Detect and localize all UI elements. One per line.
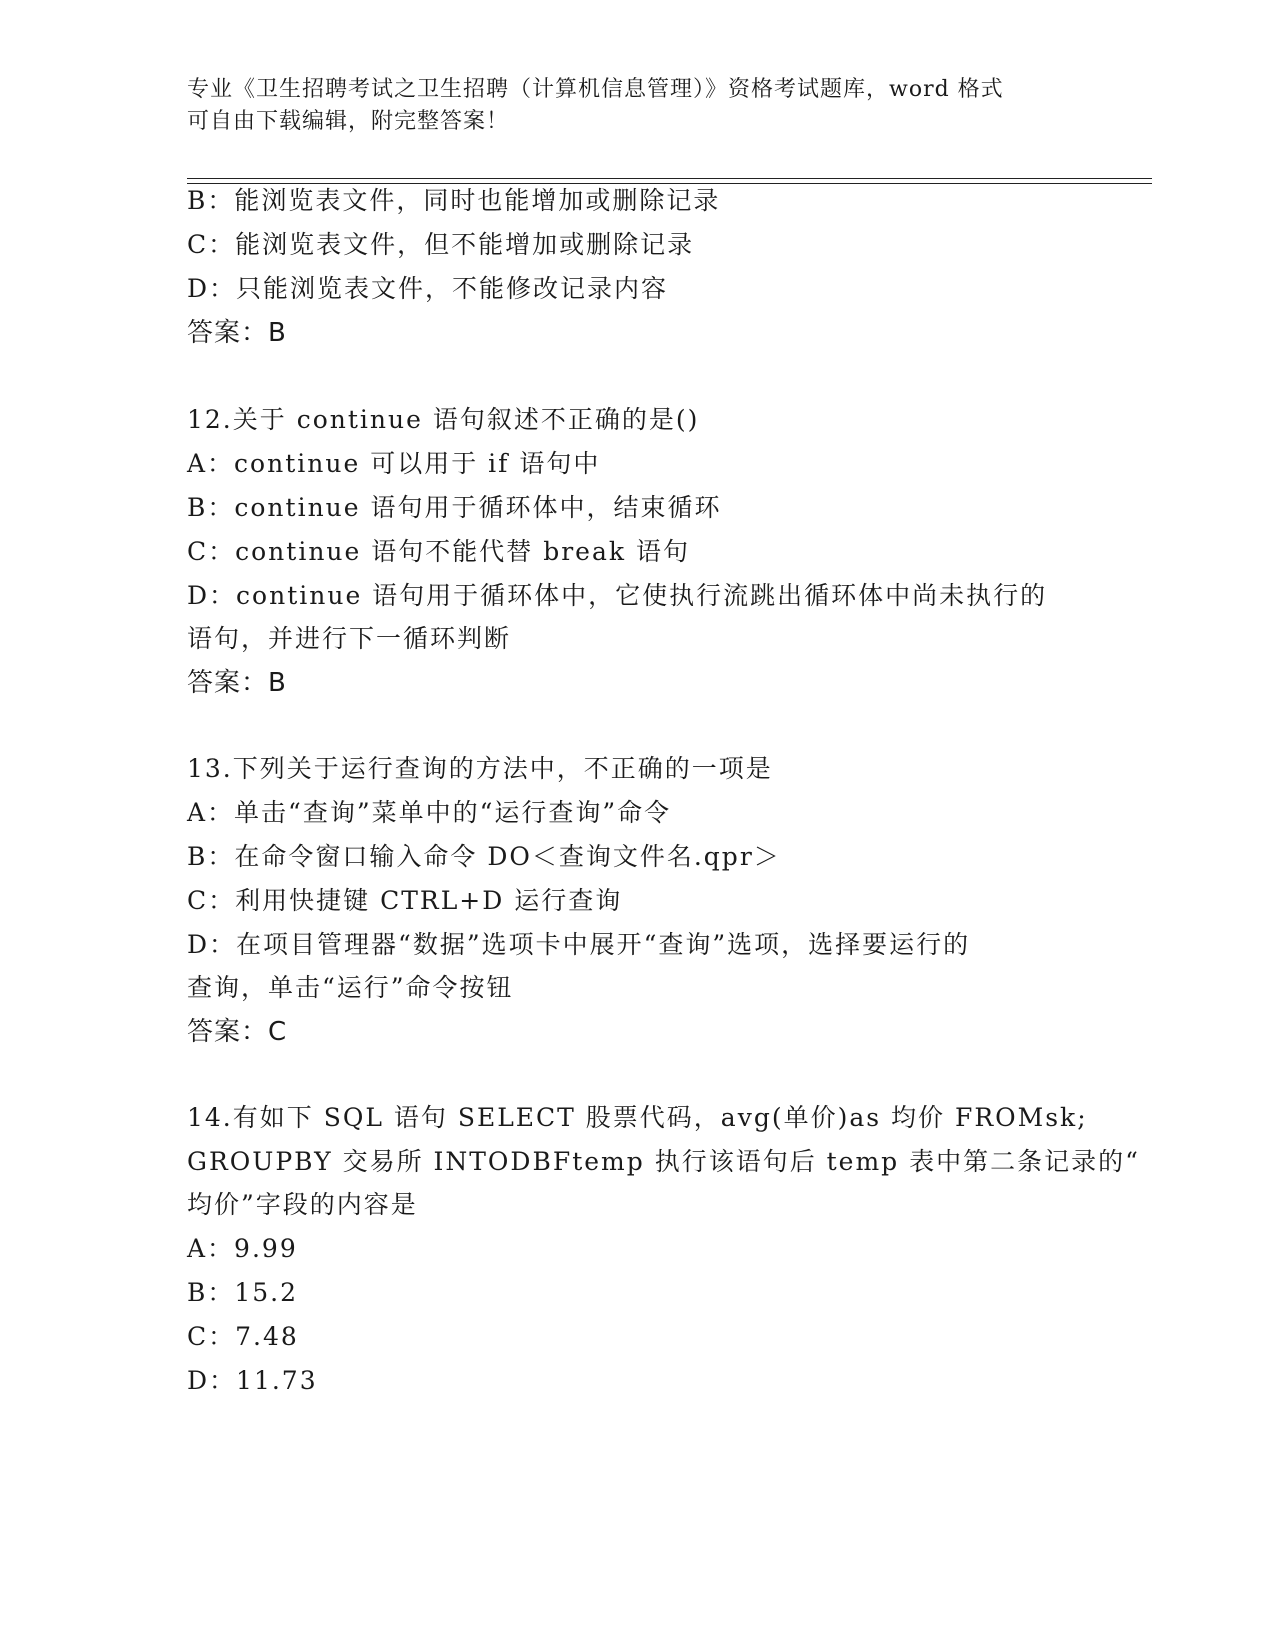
q13-answer: 答案：C xyxy=(187,1017,288,1047)
q11-option-b: B：能浏览表文件，同时也能增加或删除记录 xyxy=(187,186,721,215)
header-divider-top xyxy=(187,178,1152,179)
q12-option-a: A：continue 可以用于 if 语句中 xyxy=(187,449,601,478)
q14-option-c: C：7.48 xyxy=(187,1322,299,1351)
q14-stem-line-2: GROUPBY 交易所 INTODBFtemp 执行该语句后 temp 表中第二条记录的“ xyxy=(187,1147,1140,1176)
q13-option-a: A：单击“查询”菜单中的“运行查询”命令 xyxy=(187,798,672,827)
q13-option-b: B：在命令窗口输入命令 DO＜查询文件名.qpr＞ xyxy=(187,842,781,871)
q13-option-c: C：利用快捷键 CTRL+D 运行查询 xyxy=(187,886,623,915)
document-header xyxy=(187,74,1087,138)
q12-option-d-line-1: D：continue 语句用于循环体中，它使执行流跳出循环体中尚未执行的 xyxy=(187,581,1048,610)
q14-stem-line-1: 14.有如下 SQL 语句 SELECT 股票代码，avg(单价)as 均价 FROMsk; xyxy=(187,1103,1088,1132)
q14-stem-line-3: 均价”字段的内容是 xyxy=(187,1190,418,1219)
q13-stem: 13.下列关于运行查询的方法中，不正确的一项是 xyxy=(187,754,773,783)
q12-option-d-line-2: 语句，并进行下一循环判断 xyxy=(187,624,512,653)
q12-option-c: C：continue 语句不能代替 break 语句 xyxy=(187,537,690,566)
header-line-2: 可自由下载编辑，附完整答案！ xyxy=(187,109,510,134)
q14-option-d: D：11.73 xyxy=(187,1366,318,1395)
q11-answer: 答案：B xyxy=(187,318,287,348)
q12-option-b: B：continue 语句用于循环体中，结束循环 xyxy=(187,493,722,522)
q13-option-d-line-2: 查询，单击“运行”命令按钮 xyxy=(187,973,514,1002)
q12-answer: 答案：B xyxy=(187,668,287,698)
q14-option-a: A：9.99 xyxy=(187,1234,298,1263)
q13-option-d-line-1: D：在项目管理器“数据”选项卡中展开“查询”选项，选择要运行的 xyxy=(187,930,971,959)
q11-option-d: D：只能浏览表文件，不能修改记录内容 xyxy=(187,274,669,303)
q11-option-c: C：能浏览表文件，但不能增加或删除记录 xyxy=(187,230,695,259)
header-line-1: 专业《卫生招聘考试之卫生招聘（计算机信息管理）》资格考试题库，word 格式 xyxy=(187,77,1004,102)
q14-option-b: B：15.2 xyxy=(187,1278,299,1307)
q12-stem: 12.关于 continue 语句叙述不正确的是() xyxy=(187,405,700,434)
